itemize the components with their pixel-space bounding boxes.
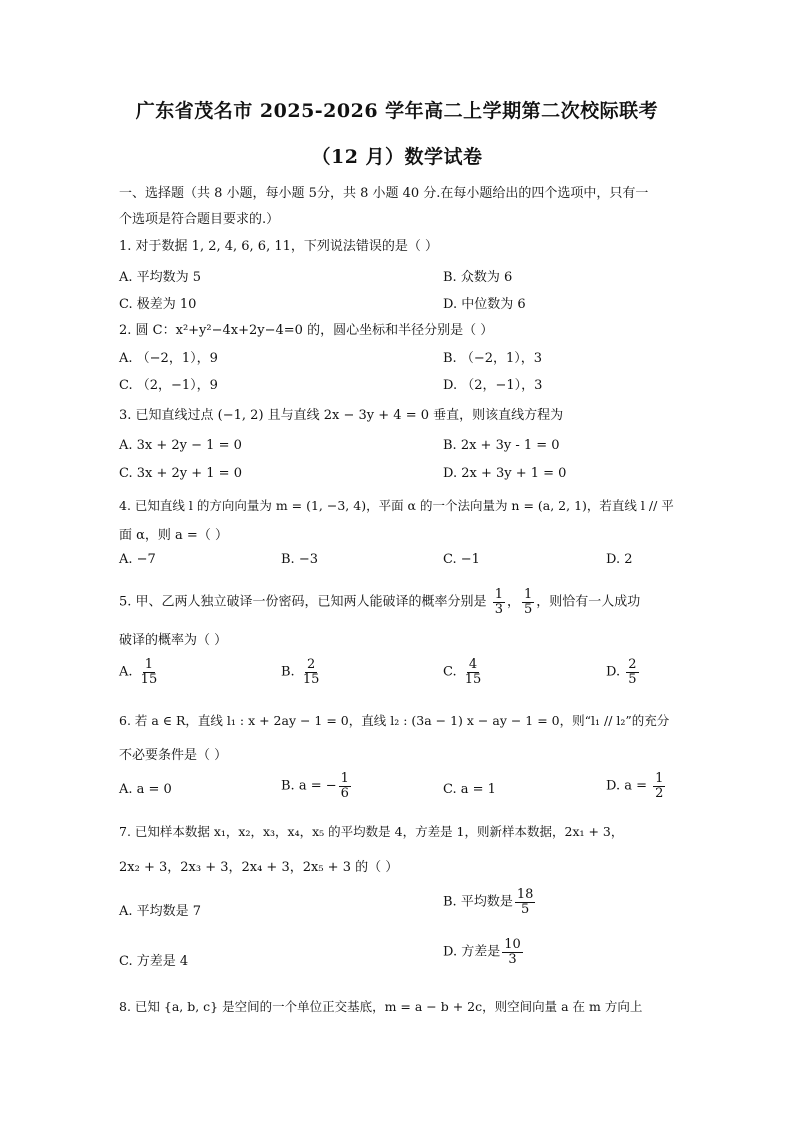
fraction-numerator: 1 (523, 587, 533, 602)
question-1-option-d: D. 中位数为 6 (443, 297, 526, 312)
question-3-option-c: C. 3x + 2y + 1 = 0 (119, 466, 242, 481)
question-3-stem: 3. 已知直线过点 (−1, 2) 且与直线 2x − 3y + 4 = 0 垂直，则该直线方程为 (119, 408, 564, 423)
question-3-option-a: A. 3x + 2y − 1 = 0 (119, 438, 242, 453)
question-1-option-b: B. 众数为 6 (443, 270, 513, 285)
fraction-denominator: 3 (508, 951, 517, 967)
question-2-option-c: C. （2，−1），9 (119, 378, 218, 393)
fraction-denominator: 5 (520, 901, 530, 917)
option-label: A. (119, 664, 133, 680)
fraction-denominator: 5 (628, 671, 637, 687)
question-7-stem-line2: 2x₂ + 3，2x₃ + 3，2x₄ + 3，2x₅ + 3 的（ ） (119, 860, 399, 875)
question-7-option-c: C. 方差是 4 (119, 954, 189, 969)
question-2-option-a: A. （−2，1），9 (119, 351, 218, 366)
fraction-numerator: 1 (144, 657, 154, 672)
exam-title-line1: 广东省茂名市 2025-2026 学年高二上学期第二次校际联考 (135, 100, 659, 122)
question-4-option-d: D. 2 (606, 552, 633, 567)
question-6-option-c: C. a = 1 (443, 782, 496, 797)
option-label: B. a = − (281, 778, 337, 794)
question-7-stem-line1: 7. 已知样本数据 x₁，x₂，x₃，x₄，x₅ 的平均数是 4，方差是 1，则新样本数据，2x₁ + 3， (119, 824, 624, 839)
option-fraction (502, 938, 523, 966)
question-5-stem-line1: 5. 甲、乙两人独立破译一份密码，已知两人能破译的概率分别是 $\frac{1}{3}$ ， $\frac{1}{5}$ ，则恰有一人成功 (119, 587, 641, 617)
question-1-stem: 1. 对于数据 1, 2, 4, 6, 6, 11，下列说法错误的是（ ） (119, 239, 439, 254)
option-fraction (626, 658, 638, 686)
fraction-denominator: 15 (464, 671, 482, 687)
option-label: D. 方差是 (443, 944, 501, 960)
option-label: D. (606, 664, 621, 680)
option-label: C. (443, 664, 457, 680)
fraction-denominator: 3 (494, 601, 503, 617)
fraction-denominator: 15 (140, 671, 158, 687)
question-4-option-a: A. −7 (119, 552, 156, 567)
option-label: B. 平均数是 (443, 894, 513, 910)
question-6-option-d (606, 772, 667, 800)
question-3-option-d: D. 2x + 3y + 1 = 0 (443, 466, 567, 481)
question-4-option-b: B. −3 (281, 552, 318, 567)
option-fraction (515, 888, 536, 916)
fraction-numerator: 1 (494, 587, 503, 602)
fraction-numerator: 10 (504, 937, 521, 952)
fraction-denominator: 2 (655, 785, 664, 801)
question-4-option-c: C. −1 (443, 552, 480, 567)
question-2-stem: 2. 圆 C：x²+y²−4x+2y−4=0 的，圆心坐标和半径分别是（ ） (119, 323, 494, 338)
question-5-prob-1 (493, 588, 505, 616)
fraction-denominator: 15 (302, 671, 320, 687)
question-7-option-d (443, 938, 525, 966)
question-7-option-b (443, 888, 537, 916)
question-5-option-a (119, 658, 161, 686)
question-2-option-b: B. （−2，1），3 (443, 351, 543, 366)
fraction-numerator: 1 (340, 771, 349, 786)
question-1-option-a: A. 平均数为 5 (119, 270, 202, 285)
question-4-stem-line1: 4. 已知直线 l 的方向向量为 m = (1, −3, 4)，平面 α 的一个法向量为 n = (a, 2, 1)，若直线 l // 平 (119, 498, 674, 513)
question-6-stem-line1: 6. 若 a ∈ R，直线 l₁ : x + 2ay − 1 = 0，直线 l₂ : (3a − 1) x − ay − 1 = 0，则“l₁ // l₂”的充分 (119, 713, 670, 728)
fraction-numerator: 4 (468, 657, 478, 672)
exam-title-line2: （12 月）数学试卷 (311, 146, 483, 168)
section-heading-line1: 一、选择题（共 8 小题，每小题 5分，共 8 小题 40 分.在每小题给出的四个选项中，只有一 (119, 186, 649, 201)
question-5-option-c (443, 658, 485, 686)
question-5-prob-2 (522, 588, 534, 616)
question-5-stem-line2: 破译的概率为（ ） (119, 633, 228, 648)
option-fraction (301, 658, 322, 686)
question-5-stem-prefix: 5. 甲、乙两人独立破译一份密码，已知两人能破译的概率分别是 (119, 594, 487, 610)
section-heading-line2: 个选项是符合题目要求的.） (119, 212, 280, 227)
option-label: D. a = (606, 778, 647, 794)
question-5-option-b (281, 658, 323, 686)
question-2-option-d: D. （2，−1），3 (443, 378, 543, 393)
fraction-numerator: 18 (516, 887, 534, 902)
fraction-numerator: 1 (655, 771, 664, 786)
question-8-stem: 8. 已知 {a, b, c} 是空间的一个单位正交基底，m = a − b + 2c，则空间向量 a 在 m 方向上 (119, 999, 643, 1014)
question-6-option-b (281, 772, 353, 800)
question-5-option-d (606, 658, 641, 686)
option-fraction (653, 772, 665, 800)
option-fraction (463, 658, 484, 686)
question-5-stem-suffix: ，则恰有一人成功 (536, 594, 641, 610)
question-3-option-b: B. 2x + 3y - 1 = 0 (443, 438, 560, 453)
question-1-option-c: C. 极差为 10 (119, 297, 197, 312)
question-6-option-a: A. a = 0 (119, 782, 172, 797)
fraction-numerator: 2 (306, 657, 316, 672)
option-label: B. (281, 664, 295, 680)
fraction-denominator: 5 (523, 601, 533, 617)
question-4-stem-line2: 面 α，则 a =（ ） (119, 528, 228, 543)
fraction-numerator: 2 (628, 657, 637, 672)
question-7-option-a: A. 平均数是 7 (119, 904, 202, 919)
option-fraction (139, 658, 160, 686)
option-fraction (339, 772, 351, 800)
fraction-denominator: 6 (340, 785, 349, 801)
question-6-stem-line2: 不必要条件是（ ） (119, 748, 228, 763)
